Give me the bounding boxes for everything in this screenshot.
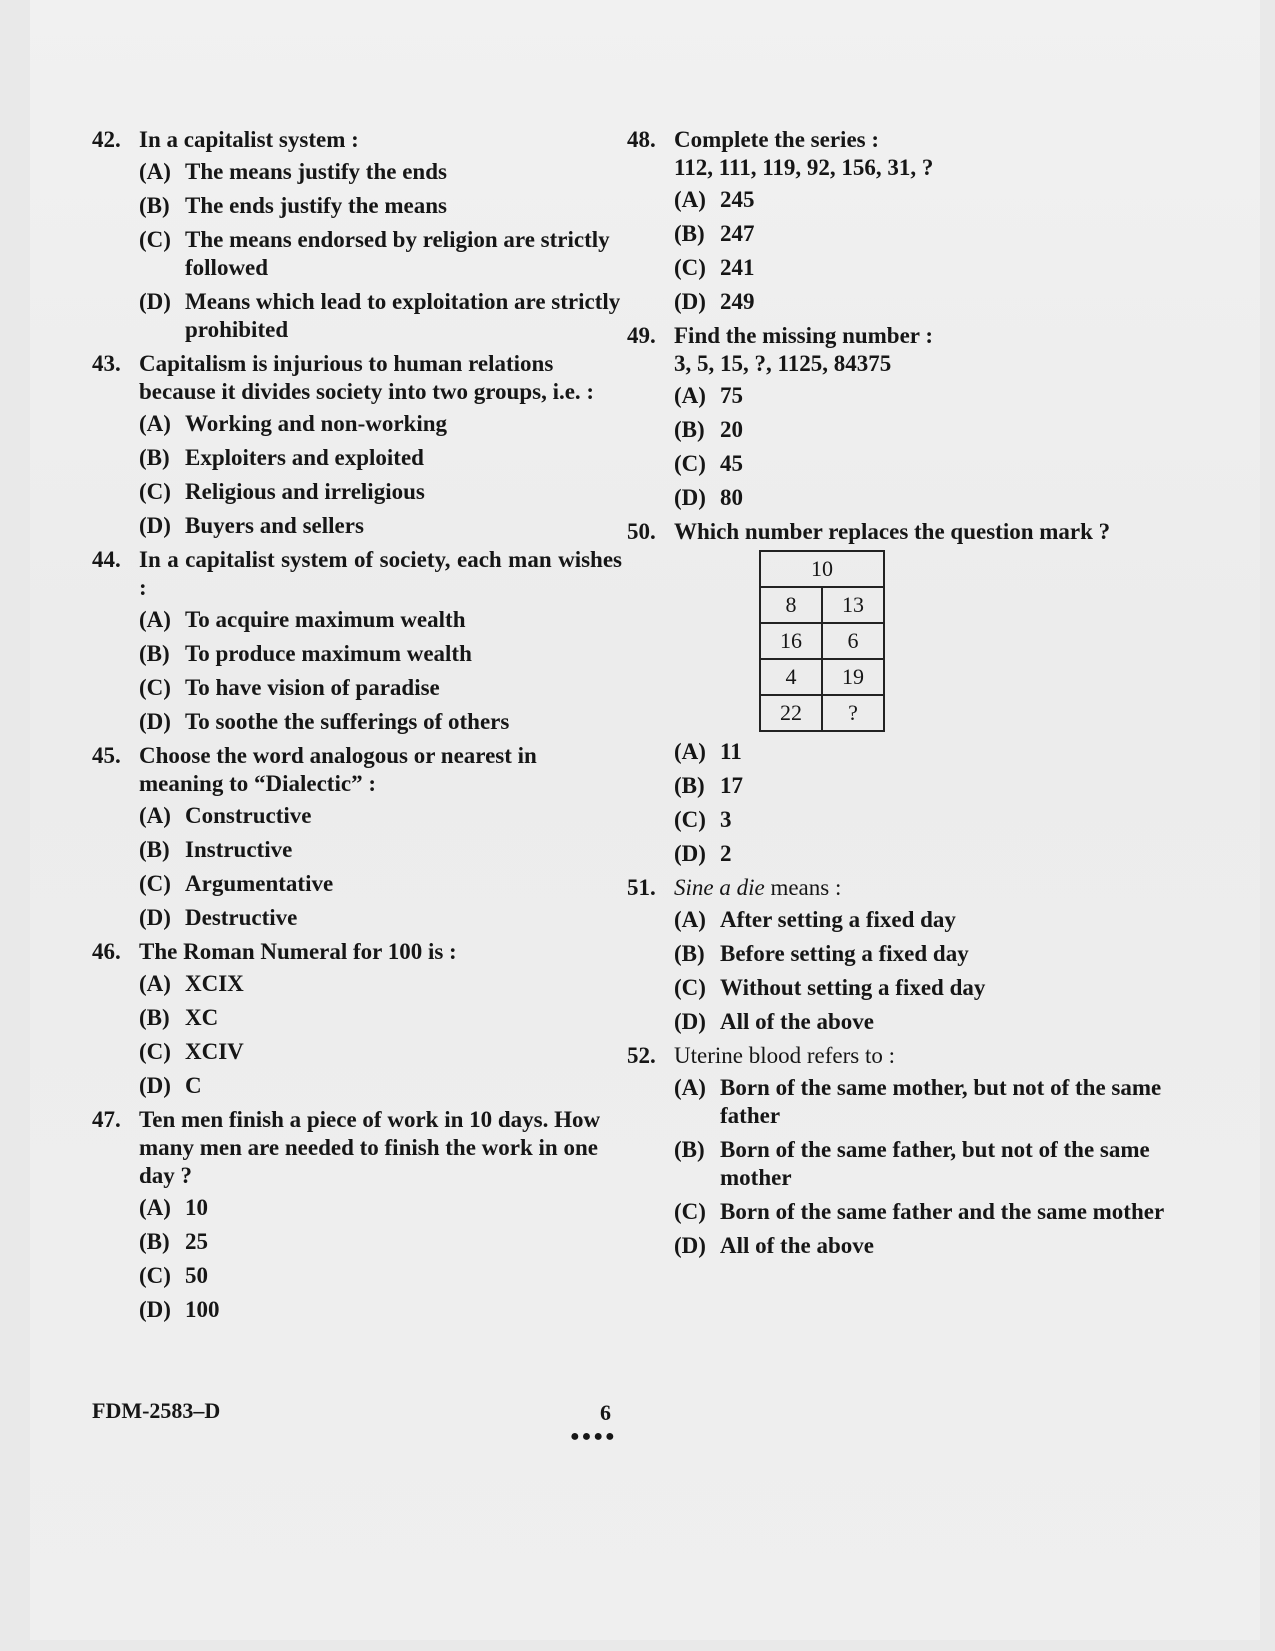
question-number: 49. — [627, 323, 656, 348]
question-number: 50. — [627, 519, 656, 544]
question-44 — [92, 546, 622, 736]
question-stem: means : — [764, 875, 842, 900]
grid-cell: 22 — [760, 695, 822, 731]
option-c: (C) XCIV — [139, 1039, 244, 1064]
option-d: (D) 2 — [674, 841, 732, 866]
grid-cell: 8 — [760, 587, 822, 623]
option-d: (D) To soothe the sufferings of others — [139, 709, 510, 734]
option-b: (B) 247 — [674, 221, 755, 246]
question-42 — [92, 126, 622, 344]
question-number: 45. — [92, 743, 121, 768]
option-d: (D) 249 — [674, 289, 755, 314]
left-column — [92, 126, 622, 1330]
option-b: (B) Exploiters and exploited — [139, 445, 424, 470]
option-c: (C) 45 — [674, 451, 743, 476]
option-d: (D) Destructive — [139, 905, 298, 930]
option-c: (C) Born of the same father and the same mother — [674, 1199, 1165, 1224]
option-b: (B) XC — [139, 1005, 219, 1030]
question-48 — [627, 126, 1167, 316]
option-c: (C) 241 — [674, 255, 755, 280]
question-number: 51. — [627, 875, 656, 900]
option-c: (C) Religious and irreligious — [139, 479, 425, 504]
option-d: (D) All of the above — [674, 1233, 874, 1258]
question-number: 48. — [627, 127, 656, 152]
series-text: 112, 111, 119, 92, 156, 31, ? — [674, 155, 934, 180]
question-stem: Ten men finish a piece of work in 10 days. How many men are needed to finish the work in one day ? — [139, 1107, 601, 1188]
question-47 — [92, 1106, 622, 1324]
grid-cell: 19 — [822, 659, 884, 695]
option-b: (B) 20 — [674, 417, 743, 442]
option-a: (A) 75 — [674, 383, 743, 408]
question-stem: Choose the word analogous or nearest in meaning to “Dialectic” : — [139, 743, 537, 796]
option-c: (C) 3 — [674, 807, 732, 832]
option-b: (B) Instructive — [139, 837, 293, 862]
option-b: (B) Before setting a fixed day — [674, 941, 969, 966]
option-c: (C) 50 — [139, 1263, 208, 1288]
series-text: 3, 5, 15, ?, 1125, 84375 — [674, 351, 892, 376]
grid-cell: 6 — [822, 623, 884, 659]
question-stem: Which number replaces the question mark ? — [674, 519, 1111, 544]
paper-code: FDM-2583–D — [92, 1398, 221, 1423]
question-stem: In a capitalist system of society, each man wishes : — [139, 547, 622, 600]
option-a: (A) After setting a fixed day — [674, 907, 956, 932]
question-number: 47. — [92, 1107, 121, 1132]
question-stem: In a capitalist system : — [139, 127, 359, 152]
option-d: (D) C — [139, 1073, 202, 1098]
option-a: (A) 10 — [139, 1195, 208, 1220]
question-52 — [627, 1042, 1167, 1260]
question-number: 42. — [92, 127, 121, 152]
question-stem-italic: Sine a die — [674, 875, 765, 900]
question-stem: Capitalism is injurious to human relations because it divides society into two groups, i.e. : — [139, 351, 595, 404]
option-a: (A) The means justify the ends — [139, 159, 447, 184]
option-b: (B) The ends justify the means — [139, 193, 447, 218]
question-45 — [92, 742, 622, 932]
option-d: (D) 80 — [674, 485, 743, 510]
option-c: (C) Without setting a fixed day — [674, 975, 986, 1000]
page-number: 6 — [600, 1400, 611, 1425]
question-stem: Find the missing number : — [674, 323, 934, 348]
grid-cell: 4 — [760, 659, 822, 695]
question-stem: Uterine blood refers to : — [674, 1043, 895, 1068]
option-b: (B) Born of the same father, but not of the same mother — [674, 1137, 1150, 1190]
option-a: (A) Working and non-working — [139, 411, 448, 436]
question-number: 52. — [627, 1043, 656, 1068]
option-b: (B) To produce maximum wealth — [139, 641, 472, 666]
option-d: (D) 100 — [139, 1297, 220, 1322]
question-number: 44. — [92, 547, 121, 572]
option-a: (A) 11 — [674, 739, 742, 764]
option-d: (D) Means which lead to exploitation are strictly prohibited — [139, 289, 621, 342]
right-column — [627, 126, 1167, 1266]
option-b: (B) 17 — [674, 773, 743, 798]
question-stem: Complete the series : — [674, 127, 880, 152]
grid-cell: ? — [822, 695, 884, 731]
option-d: (D) Buyers and sellers — [139, 513, 364, 538]
exam-page — [30, 0, 1260, 1640]
option-c: (C) The means endorsed by religion are strictly followed — [139, 227, 610, 280]
question-46 — [92, 938, 622, 1100]
option-d: (D) All of the above — [674, 1009, 874, 1034]
question-51 — [627, 874, 1167, 1036]
grid-top-cell: 10 — [760, 551, 884, 587]
question-50 — [627, 518, 1167, 868]
page-marker-dots: ●●●● — [570, 1428, 617, 1445]
question-number: 43. — [92, 351, 121, 376]
question-stem: The Roman Numeral for 100 is : — [139, 939, 457, 964]
option-c: (C) Argumentative — [139, 871, 334, 896]
grid-cell: 13 — [822, 587, 884, 623]
question-number: 46. — [92, 939, 121, 964]
option-a: (A) Born of the same mother, but not of the same father — [674, 1075, 1162, 1128]
grid-cell: 16 — [760, 623, 822, 659]
option-a: (A) 245 — [674, 187, 755, 212]
option-c: (C) To have vision of paradise — [139, 675, 440, 700]
question-49 — [627, 322, 1167, 512]
number-grid — [759, 550, 885, 732]
option-a: (A) To acquire maximum wealth — [139, 607, 466, 632]
option-a: (A) Constructive — [139, 803, 312, 828]
option-a: (A) XCIX — [139, 971, 244, 996]
question-43 — [92, 350, 622, 540]
option-b: (B) 25 — [139, 1229, 208, 1254]
